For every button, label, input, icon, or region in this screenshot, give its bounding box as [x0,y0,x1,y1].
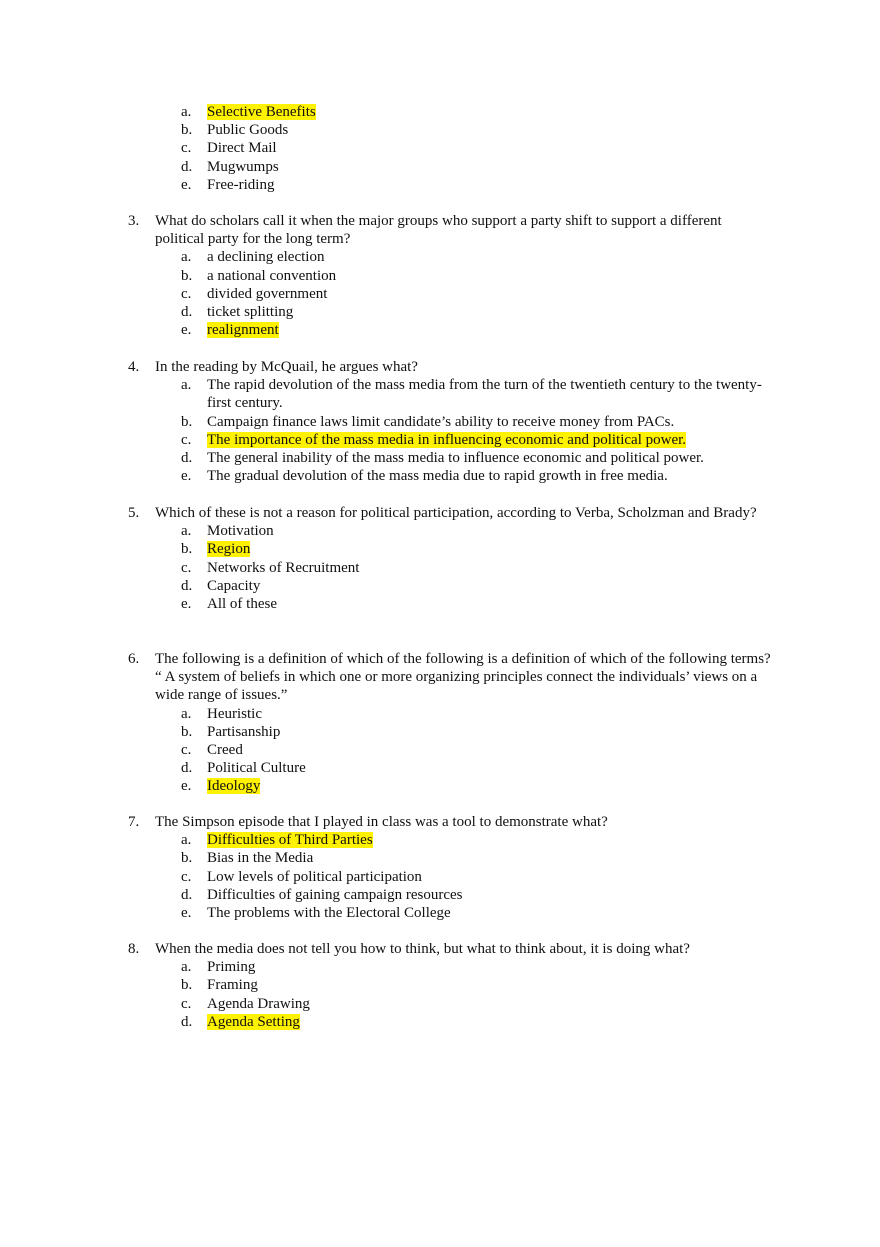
option-letter: e. [181,778,192,795]
answer-option [0,759,880,777]
option-text-highlighted: Difficulties of Third Parties [207,832,373,849]
option-text: The problems with the Electoral College [207,905,451,922]
option-letter: d. [181,760,193,777]
option-text: Priming [207,959,256,976]
answer-option [0,121,880,139]
option-letter: d. [181,577,193,594]
option-letter: a. [181,523,192,540]
answer-option [0,595,880,613]
answer-options [0,103,880,194]
answer-option [0,976,880,994]
option-letter: a. [181,705,192,722]
option-letter: d. [181,158,193,175]
option-text: Partisanship [207,723,281,740]
option-text: Creed [207,742,243,759]
question-number: 7. [128,814,140,830]
question-text: The following is a definition of which of the following is a definition of which of the following terms? “ A system of beliefs in which one or more organizing principles connect the individuals’ views on a wide range of issues.” [155,651,771,704]
answer-option [0,741,880,759]
question-4 [0,358,880,485]
option-text: The general inability of the mass media to influence economic and political power. [207,450,704,467]
option-letter: b. [181,723,193,740]
option-text: Mugwumps [207,158,279,175]
option-letter: e. [181,176,192,193]
option-letter: e. [181,905,192,922]
option-letter: a. [181,959,192,976]
answer-option [0,849,880,867]
option-letter: a. [181,832,192,849]
option-text-highlighted: Region [207,541,251,558]
option-letter: d. [181,450,193,467]
answer-options [0,376,880,485]
answer-option [0,431,880,449]
option-text: The gradual devolution of the mass media due to rapid growth in free media. [207,468,668,485]
option-letter: b. [181,413,193,430]
question-stem [0,650,880,705]
answer-option [0,1013,880,1031]
answer-option [0,995,880,1013]
answer-option [0,139,880,157]
question-7 [0,813,880,922]
answer-option [0,449,880,467]
answer-option [0,285,880,303]
question-stem [0,212,880,248]
answer-option [0,705,880,723]
question-text: When the media does not tell you how to think, but what to think about, it is doing what? [155,941,690,957]
question-number: 5. [128,505,140,521]
answer-option [0,522,880,540]
option-letter: b. [181,850,193,867]
answer-option [0,904,880,922]
answer-option [0,958,880,976]
question-text: The Simpson episode that I played in class was a tool to demonstrate what? [155,814,608,830]
question-8 [0,940,880,1031]
answer-option [0,723,880,741]
answer-option [0,158,880,176]
option-text: Direct Mail [207,140,277,157]
answer-option [0,267,880,285]
answer-option [0,248,880,266]
option-text: Free-riding [207,176,275,193]
option-letter: b. [181,267,193,284]
question-number: 8. [128,941,140,957]
answer-option [0,559,880,577]
question-5 [0,504,880,613]
option-text: The rapid devolution of the mass media from the turn of the twentieth century to the twenty-first century. [207,377,762,412]
option-letter: d. [181,304,193,321]
question-2-options [0,103,880,194]
option-letter: e. [181,468,192,485]
option-letter: d. [181,1013,193,1030]
question-text: In the reading by McQuail, he argues what? [155,359,418,375]
answer-option [0,413,880,431]
option-text: Motivation [207,523,274,540]
option-letter: a. [181,104,192,120]
answer-option [0,868,880,886]
option-letter: d. [181,886,193,903]
option-text: Campaign finance laws limit candidate’s ability to receive money from PACs. [207,413,675,430]
option-text: divided government [207,285,328,302]
option-letter: c. [181,559,192,576]
option-letter: c. [181,431,192,448]
answer-option [0,540,880,558]
option-letter: b. [181,977,193,994]
question-stem [0,358,880,376]
answer-option [0,321,880,339]
option-text: Framing [207,977,258,994]
question-number: 3. [128,213,140,229]
question-number: 6. [128,651,140,667]
answer-options [0,831,880,922]
question-stem [0,504,880,522]
option-letter: c. [181,868,192,885]
question-3 [0,212,880,339]
option-letter: a. [181,377,192,394]
answer-options [0,705,880,796]
answer-option [0,886,880,904]
option-text: Capacity [207,577,261,594]
answer-option [0,103,880,121]
answer-option [0,303,880,321]
option-letter: c. [181,285,192,302]
option-letter: c. [181,995,192,1012]
question-number: 4. [128,359,140,375]
option-letter: e. [181,322,192,339]
option-text: Agenda Drawing [207,995,310,1012]
option-letter: e. [181,596,192,613]
answer-option [0,176,880,194]
answer-option [0,577,880,595]
option-text: Networks of Recruitment [207,559,360,576]
answer-options [0,958,880,1031]
option-text-highlighted: Selective Benefits [207,104,316,120]
option-letter: a. [181,249,192,266]
option-text: a national convention [207,267,337,284]
option-text-highlighted: The importance of the mass media in influencing economic and political power. [207,431,687,448]
answer-option [0,376,880,412]
option-text: All of these [207,596,277,613]
answer-option [0,777,880,795]
question-stem [0,813,880,831]
question-stem [0,940,880,958]
answer-option [0,831,880,849]
option-text: Heuristic [207,705,262,722]
option-text: Public Goods [207,122,289,139]
option-letter: b. [181,541,193,558]
option-letter: c. [181,140,192,157]
option-text: Bias in the Media [207,850,314,867]
option-text: Low levels of political participation [207,868,422,885]
option-letter: b. [181,122,193,139]
option-text-highlighted: realignment [207,322,279,339]
answer-options [0,248,880,339]
option-text: Political Culture [207,760,306,777]
answer-option [0,467,880,485]
option-text-highlighted: Ideology [207,778,261,795]
option-text: Difficulties of gaining campaign resources [207,886,463,903]
question-text: Which of these is not a reason for political participation, according to Verba, Scholzman and Brady? [155,505,757,521]
answer-options [0,522,880,613]
option-text: ticket splitting [207,304,294,321]
option-text-highlighted: Agenda Setting [207,1013,300,1030]
question-6 [0,650,880,796]
option-text: a declining election [207,249,325,266]
option-letter: c. [181,742,192,759]
question-text: What do scholars call it when the major groups who support a party shift to support a different political party for the long term? [155,213,722,248]
